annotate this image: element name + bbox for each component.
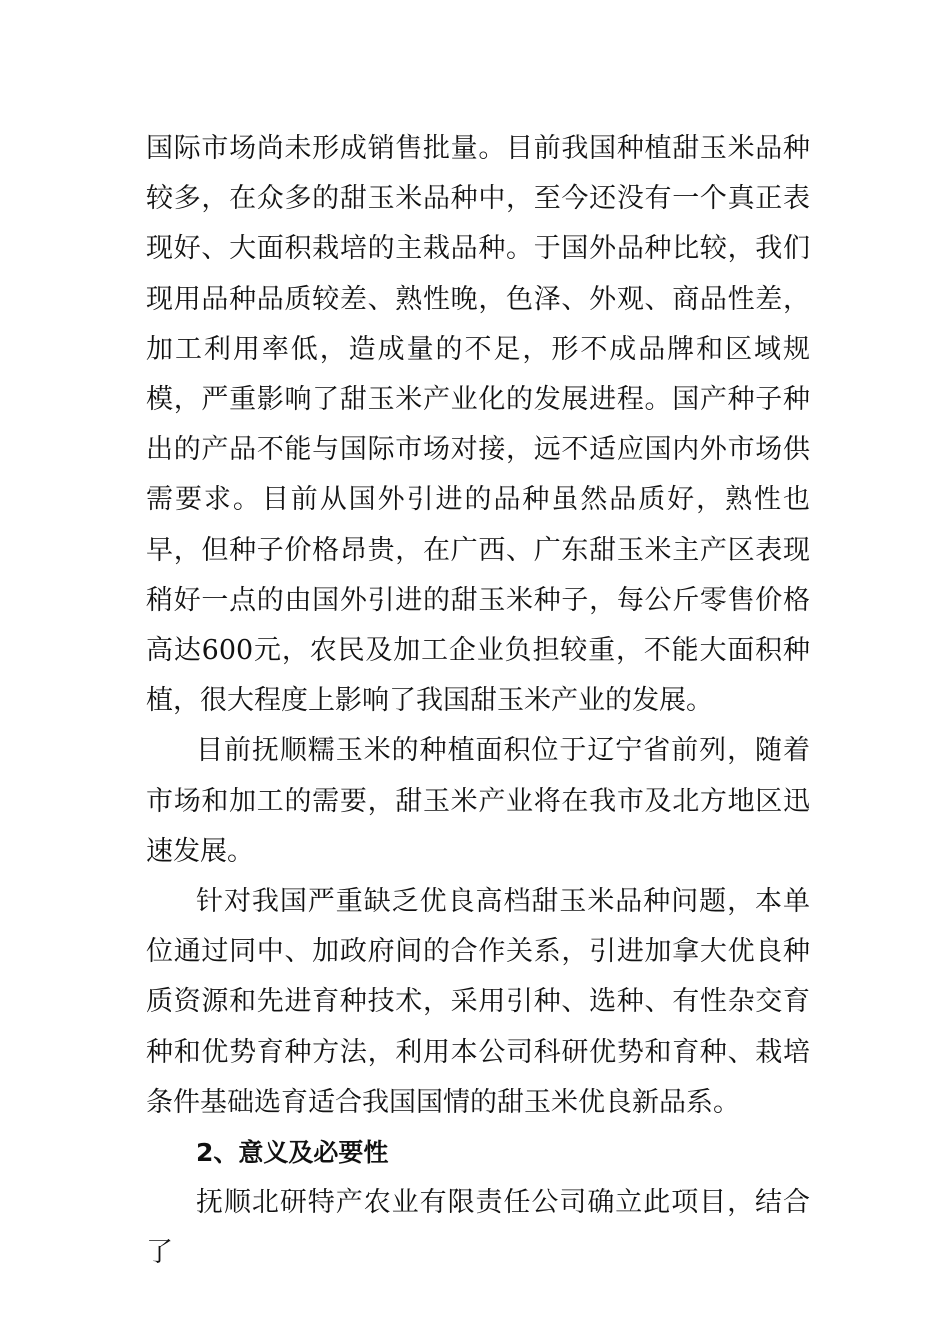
paragraph-continued: 国际市场尚未形成销售批量。目前我国种植甜玉米品种较多，在众多的甜玉米品种中，至今还没有一个真正表现好、大面积栽培的主栽品种。于国外品种比较，我们现用品种品质较差、熟性晚，色泽、外观、商品性差，加工利用率低，造成量的不足，形不成品牌和区域规模，严重影响了甜玉米产业化的发展进程。国产种子种出的产品不能与国际市场对接，远不适应国内外市场供需要求。目前从国外引进的品种虽然品质好，熟性也早，但种子价格昂贵，在广西、广东甜玉米主产区表现稍好一点的由国外引进的甜玉米种子，每公斤零售价格高达600元，农民及加工企业负担较重，不能大面积种植，很大程度上影响了我国甜玉米产业的发展。 (146, 133, 810, 717)
paragraph: 抚顺北研特产农业有限责任公司确立此项目，结合了 (146, 1187, 810, 1269)
section-heading: 2、意义及必要性 (196, 1138, 389, 1168)
document-body (146, 124, 810, 1279)
paragraph: 针对我国严重缺乏优良高档甜玉米品种问题，本单位通过同中、加政府间的合作关系，引进加拿大优良种质资源和先进育种技术，采用引种、选种、有性杂交育种和优势育种方法，利用本公司科研优势和育种、栽培条件基础选育适合我国国情的甜玉米优良新品系。 (146, 886, 810, 1118)
paragraph: 目前抚顺糯玉米的种植面积位于辽宁省前列，随着市场和加工的需要，甜玉米产业将在我市及北方地区迅速发展。 (146, 735, 810, 867)
